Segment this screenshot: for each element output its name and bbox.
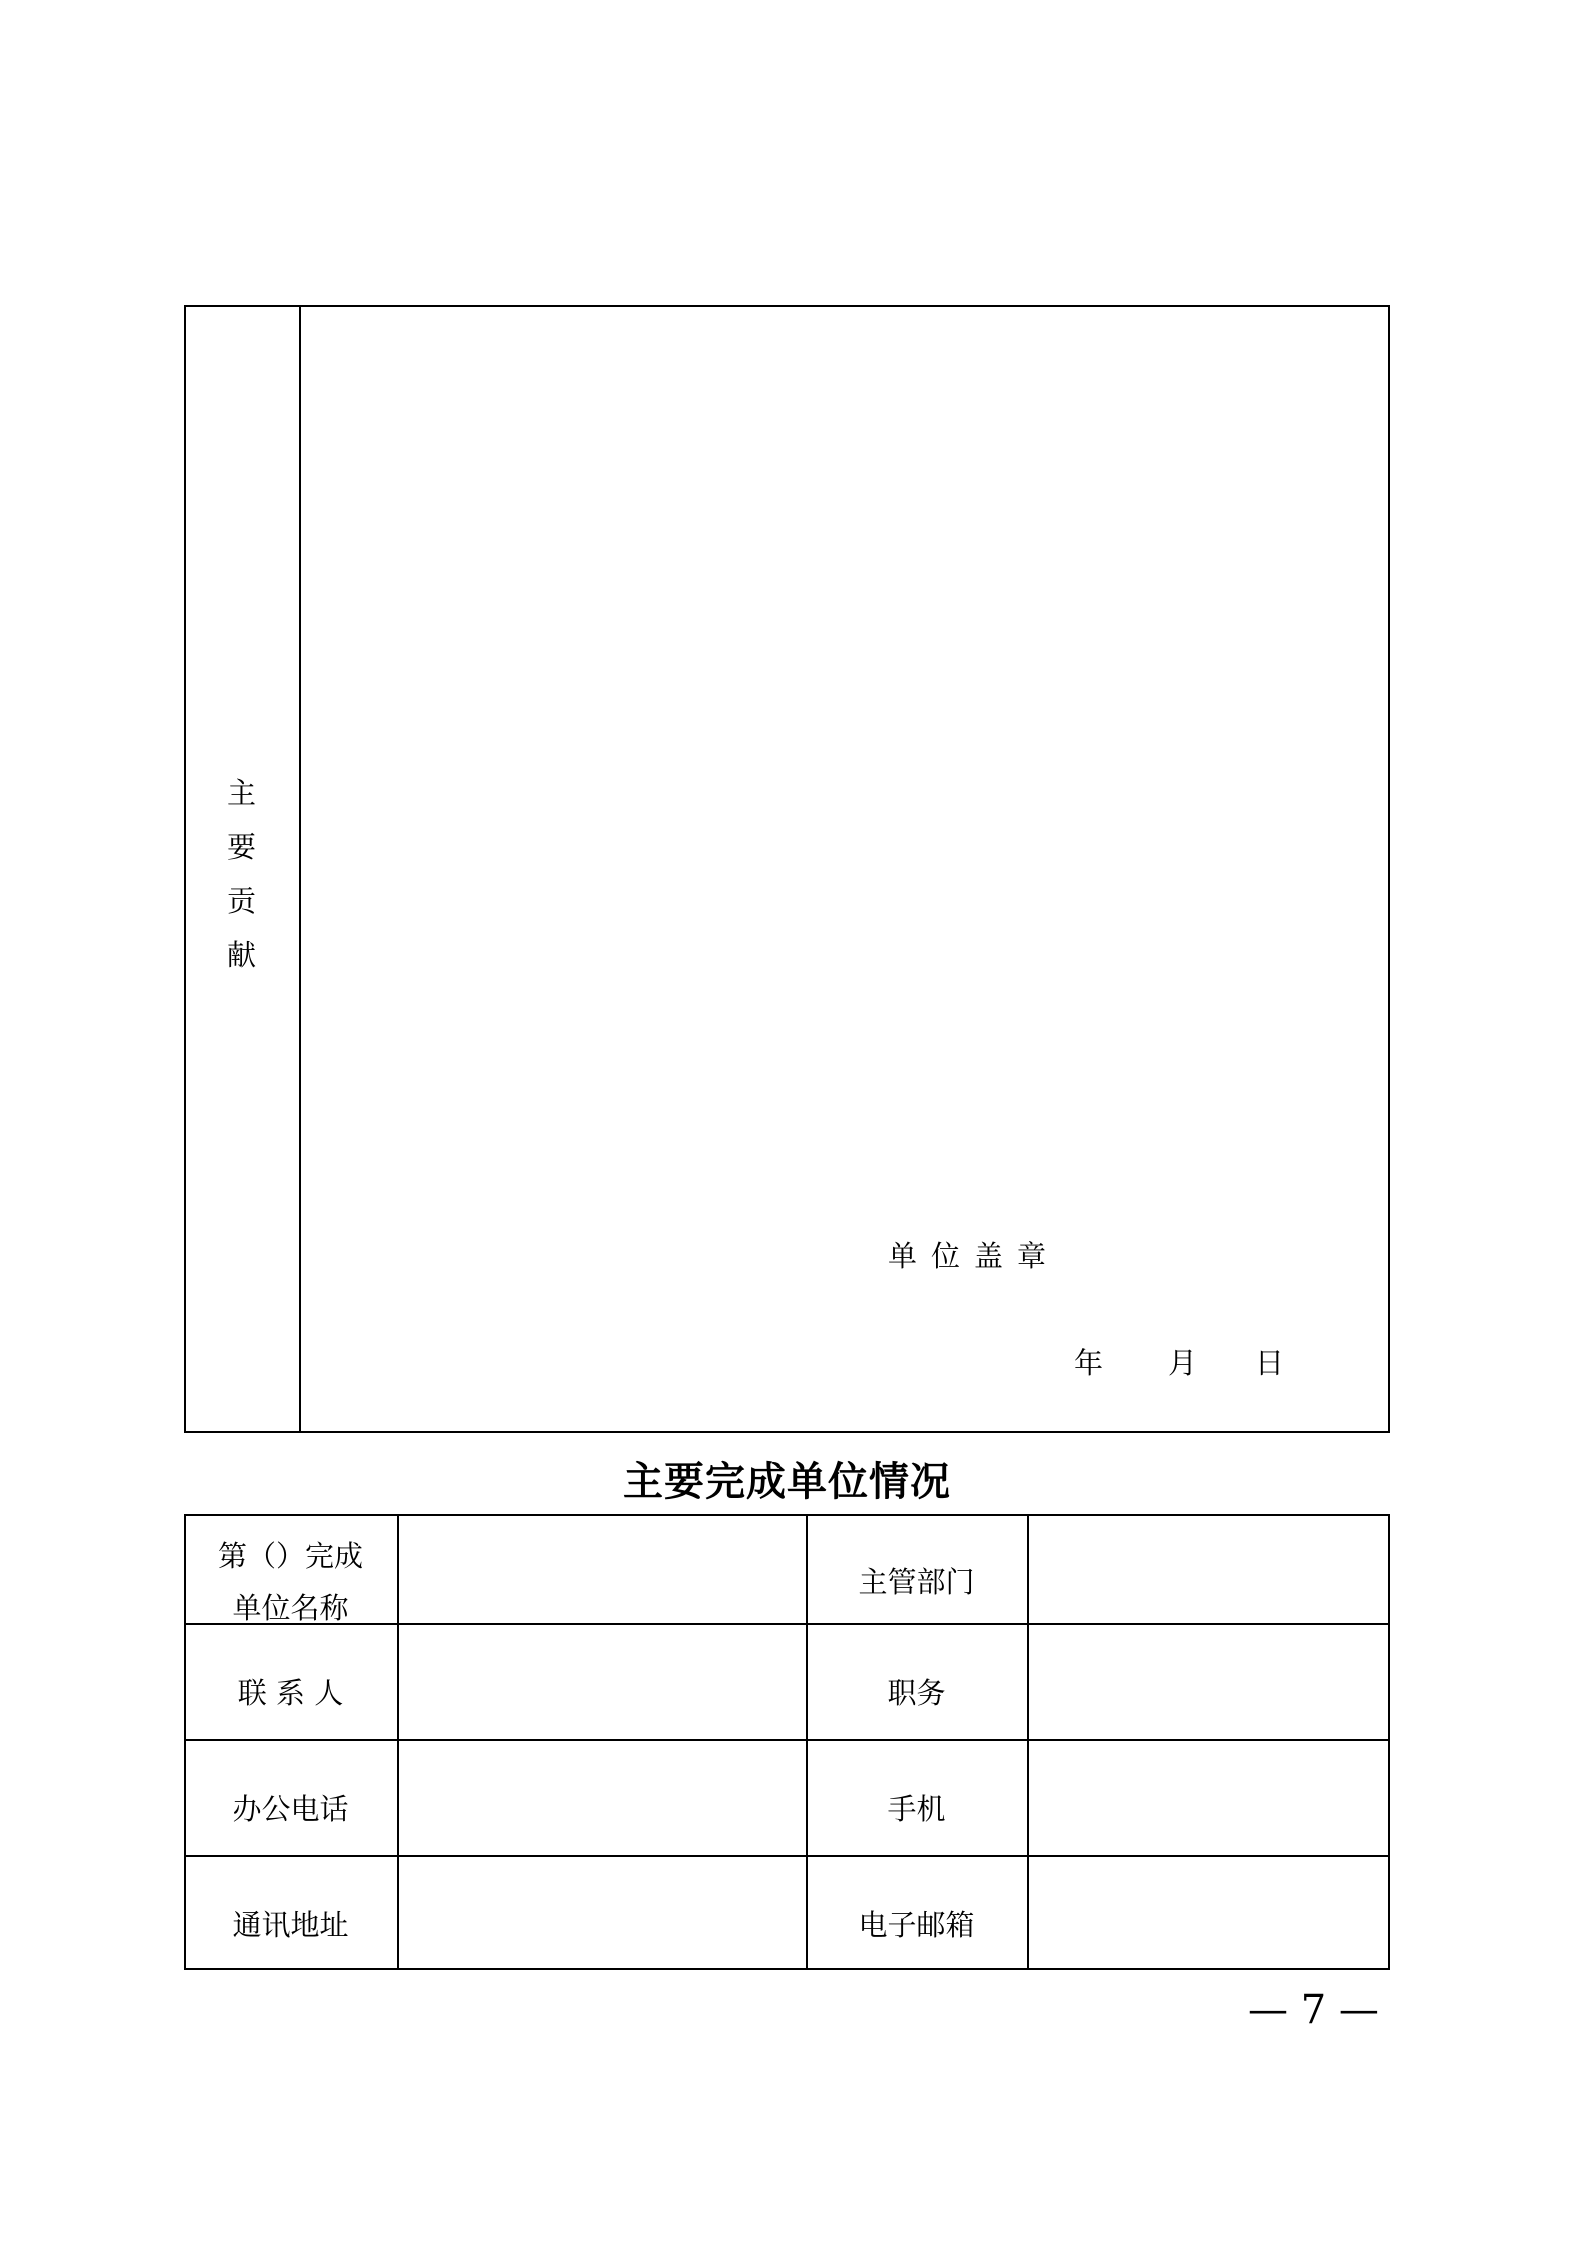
position-label: 职务 — [887, 1676, 946, 1710]
contribution-label-char-1: 主 — [226, 776, 256, 810]
contribution-label-char-4: 献 — [226, 938, 256, 972]
contribution-content-area[interactable] — [301, 307, 1388, 1431]
supervisor-dept-field[interactable] — [1029, 1516, 1388, 1621]
mobile-phone-label: 手机 — [887, 1792, 946, 1826]
email-label: 电子邮箱 — [858, 1908, 975, 1942]
date-year-label: 年 — [1074, 1346, 1104, 1380]
position-field[interactable] — [1029, 1625, 1388, 1737]
office-phone-field[interactable] — [399, 1741, 804, 1853]
unit-seal-label: 单位盖章 — [888, 1239, 1061, 1273]
contact-person-field[interactable] — [399, 1625, 804, 1737]
contact-person-label: 联 系 人 — [237, 1676, 344, 1710]
contribution-label-char-3: 贡 — [226, 884, 256, 918]
mailing-address-label: 通讯地址 — [232, 1908, 349, 1942]
unit-name-label-line2: 单位名称 — [232, 1591, 349, 1625]
section-title: 主要完成单位情况 — [623, 1459, 951, 1505]
office-phone-label: 办公电话 — [232, 1792, 349, 1826]
date-month-label: 月 — [1168, 1346, 1198, 1380]
supervisor-dept-label: 主管部门 — [858, 1565, 975, 1599]
unit-name-field[interactable] — [399, 1516, 804, 1621]
mailing-address-field[interactable] — [399, 1857, 804, 1968]
email-field[interactable] — [1029, 1857, 1388, 1968]
mobile-phone-field[interactable] — [1029, 1741, 1388, 1853]
date-day-label: 日 — [1255, 1346, 1285, 1380]
page-number: — 7 — — [1248, 1987, 1379, 2033]
contribution-label-char-2: 要 — [226, 830, 256, 864]
unit-name-label-line1: 第（）完成 — [217, 1539, 363, 1573]
